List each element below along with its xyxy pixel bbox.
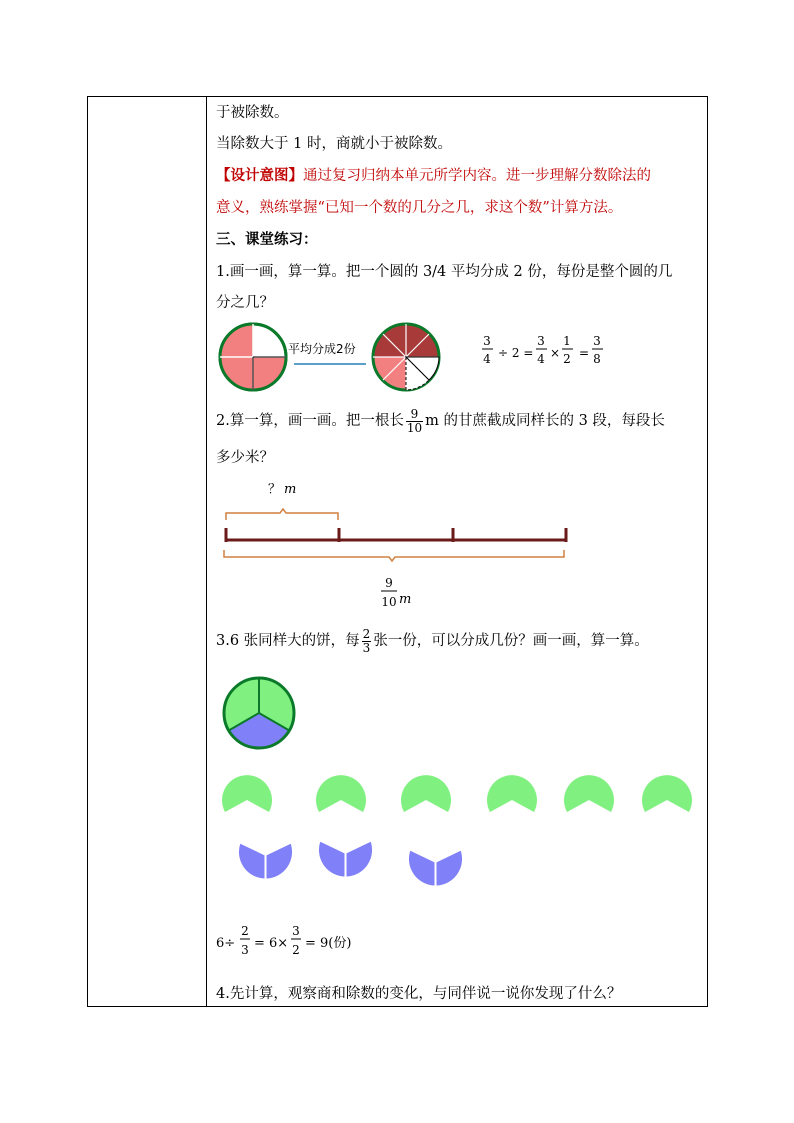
q2-total-den: 10 xyxy=(381,595,397,609)
q1-eq-a-num: 3 xyxy=(483,334,491,348)
q2-frac-den: 10 xyxy=(406,420,423,435)
q3-green-pieces xyxy=(222,775,692,812)
q2-segment-bar xyxy=(226,528,566,542)
q2-total-unit: m xyxy=(399,592,412,607)
q3-eq-d2: 2 xyxy=(292,943,300,957)
design-intent-tag: 【设计意图】 xyxy=(216,167,303,184)
design-intent-line-1 xyxy=(216,166,651,186)
q3-suffix: 张一份，可以分成几份？画一画，算一算。 xyxy=(373,633,649,649)
q3-eq-n1: 2 xyxy=(241,924,249,938)
table-column-divider xyxy=(206,96,207,1007)
q1-eq-times: × xyxy=(550,346,561,360)
q3-eq-d1: 3 xyxy=(241,943,249,957)
section-3-title: 三、课堂练习： xyxy=(216,231,318,248)
q3-inline-fraction xyxy=(362,628,372,655)
q2-unknown-label: ？ xyxy=(268,482,282,497)
q3-blue-pieces xyxy=(238,841,462,886)
q3-prefix: 3.6 张同样大的饼，每 xyxy=(216,633,360,649)
q3-whole-pancake xyxy=(224,678,294,748)
q3-frac-num: 2 xyxy=(362,626,371,641)
q3-figure xyxy=(216,672,696,892)
q3-equation xyxy=(216,922,456,962)
q2-total-num: 9 xyxy=(385,576,393,590)
q3-eq-rhs: = 9(份) xyxy=(305,936,352,951)
q2-bottom-brace xyxy=(224,550,564,561)
q1-eq-b-num: 3 xyxy=(537,334,545,348)
q1-eq-div: ÷ 2 = xyxy=(498,346,534,360)
q2-inline-fraction xyxy=(406,408,423,435)
q2-frac-num: 9 xyxy=(406,408,423,422)
q3-eq-n2: 3 xyxy=(292,924,300,938)
q2-line-1 xyxy=(216,404,665,438)
q1-eq-b-den: 4 xyxy=(537,352,545,366)
text-line-2: 当除数大于 1 时，商就小于被除数。 xyxy=(216,136,452,152)
q3-frac-den: 3 xyxy=(362,640,371,655)
q2-line-2: 多少米？ xyxy=(216,450,274,466)
q2-figure xyxy=(216,475,596,615)
q1-line-1: 1.画一画，算一算。把一个圆的 3/4 平均分成 2 份，每份是整个圆的几 xyxy=(216,264,673,280)
q1-arrow-label: 平均分成2份 xyxy=(288,342,356,356)
q1-eq-c-num: 1 xyxy=(563,334,571,348)
q3-eq-lhs: 6÷ xyxy=(216,936,236,951)
q1-eq-c-den: 2 xyxy=(563,352,571,366)
text-line-1: 于被除数。 xyxy=(216,105,289,121)
q1-figure xyxy=(216,320,696,400)
q1-line-2: 分之几？ xyxy=(216,295,274,311)
q3-eq-mid: = 6× xyxy=(254,936,289,951)
q1-eq-a-den: 4 xyxy=(483,352,491,366)
q2-unknown-unit: m xyxy=(284,482,297,497)
q1-eq-equals: = xyxy=(579,346,590,360)
design-intent-line-2: 意义，熟练掌握“已知一个数的几分之几，求这个数”计算方法。 xyxy=(216,200,623,216)
q2-prefix: 2.算一算，画一画。把一根长 xyxy=(216,413,404,429)
q1-eq-r-den: 8 xyxy=(593,352,601,366)
q2-top-brace xyxy=(226,509,338,520)
q3-line-1 xyxy=(216,624,649,658)
q1-eq-r-num: 3 xyxy=(593,334,601,348)
q2-suffix: m 的甘蔗截成同样长的 3 段，每段长 xyxy=(425,413,665,429)
design-intent-text-1: 通过复习归纳本单元所学内容。进一步理解分数除法的 xyxy=(303,168,651,184)
q4-line-1: 4.先计算，观察商和除数的变化，与同伴说一说你发现了什么？ xyxy=(216,986,622,1002)
